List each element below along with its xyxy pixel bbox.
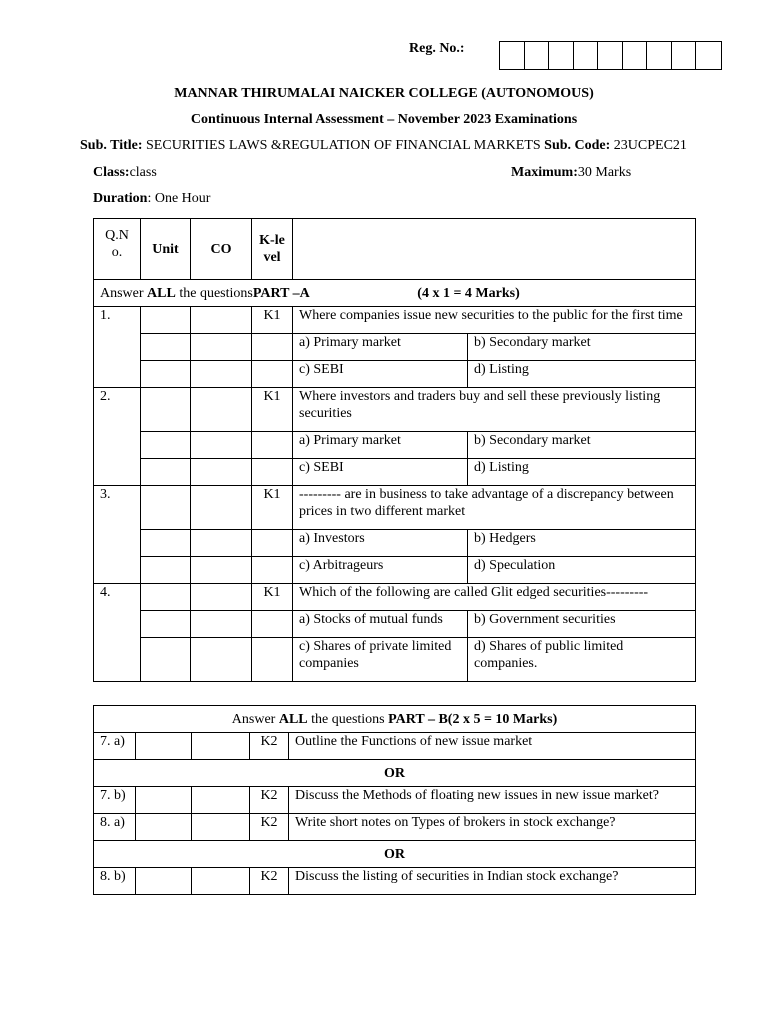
q1-no: 1.: [94, 307, 141, 388]
part-a-label: PART –A: [252, 285, 310, 301]
blank-cell: [191, 334, 252, 361]
blank-cell: [252, 557, 293, 584]
q4-option-b: b) Government securities: [468, 611, 696, 638]
blank-cell: [252, 530, 293, 557]
q1-option-b: b) Secondary market: [468, 334, 696, 361]
q2-option-b: b) Secondary market: [468, 432, 696, 459]
blank-cell: [191, 638, 252, 682]
q7b-no: 7. b): [94, 787, 136, 814]
blank-cell: [191, 459, 252, 486]
blank-cell: [141, 459, 191, 486]
part-b-table: [93, 705, 696, 895]
class-value: class: [129, 165, 157, 180]
blank-cell: [141, 638, 191, 682]
q3-option-c: c) Arbitrageurs: [293, 557, 468, 584]
instr-mid: the questions: [307, 711, 389, 727]
blank-cell: [252, 459, 293, 486]
reg-no-box: [525, 42, 550, 69]
q7b-klevel: K2: [250, 787, 289, 814]
q8b-co: [192, 868, 250, 895]
blank-cell: [252, 361, 293, 388]
blank-cell: [141, 361, 191, 388]
instr-mid: the questions: [175, 285, 253, 301]
q1-option-c: c) SEBI: [293, 361, 468, 388]
instr-pre: Answer: [100, 285, 148, 301]
q8a-no: 8. a): [94, 814, 136, 841]
blank-cell: [252, 638, 293, 682]
blank-cell: [141, 611, 191, 638]
reg-no-box: [696, 42, 721, 69]
q8a-klevel: K2: [250, 814, 289, 841]
q8a-text: Write short notes on Types of brokers in stock exchange?: [289, 814, 696, 841]
reg-no-box: [623, 42, 648, 69]
sub-code-label: Sub. Code:: [544, 138, 611, 153]
reg-no-box: [672, 42, 697, 69]
class-label: Class:: [93, 165, 130, 180]
blank-cell: [141, 432, 191, 459]
header-unit: Unit: [141, 219, 191, 280]
q7a-no: 7. a): [94, 733, 136, 760]
q1-co: [191, 307, 252, 334]
subject-line: [80, 138, 720, 154]
q4-no: 4.: [94, 584, 141, 682]
q1-klevel: K1: [252, 307, 293, 334]
q3-option-b: b) Hedgers: [468, 530, 696, 557]
blank-cell: [191, 530, 252, 557]
q4-option-d: d) Shares of public limited companies.: [468, 638, 696, 682]
blank-cell: [191, 361, 252, 388]
reg-no-boxes: [499, 41, 722, 70]
instr-all: ALL: [278, 711, 308, 727]
sub-title-label: Sub. Title:: [80, 138, 143, 153]
q4-co: [191, 584, 252, 611]
instr-pre: Answer: [231, 711, 279, 727]
q2-klevel: K1: [252, 388, 293, 432]
q4-text: Which of the following are called Glit edged securities---------: [293, 584, 696, 611]
or-divider: OR: [94, 760, 696, 787]
q3-option-a: a) Investors: [293, 530, 468, 557]
q2-no: 2.: [94, 388, 141, 486]
duration-value: : One Hour: [147, 191, 211, 206]
q3-co: [191, 486, 252, 530]
part-a-instruction: [94, 280, 696, 307]
q3-text: --------- are in business to take advantage of a discrepancy between prices in two different market: [293, 486, 696, 530]
q7a-text: Outline the Functions of new issue market: [289, 733, 696, 760]
q8b-text: Discuss the listing of securities in Indian stock exchange?: [289, 868, 696, 895]
reg-no-box: [500, 42, 525, 69]
q8a-co: [192, 814, 250, 841]
blank-cell: [191, 432, 252, 459]
q1-unit: [141, 307, 191, 334]
q1-option-a: a) Primary market: [293, 334, 468, 361]
q7b-unit: [136, 787, 192, 814]
instr-all: ALL: [147, 285, 176, 301]
part-b-label: PART – B(2 x 5 = 10 Marks): [388, 711, 558, 727]
reg-no-box: [647, 42, 672, 69]
header-klevel: K-level: [252, 219, 293, 280]
blank-cell: [191, 611, 252, 638]
sub-title: SECURITIES LAWS &REGULATION OF FINANCIAL MARKETS: [146, 138, 541, 153]
q1-text: Where companies issue new securities to the public for the first time: [293, 307, 696, 334]
q4-klevel: K1: [252, 584, 293, 611]
part-b-instruction: [94, 706, 696, 733]
header-blank: [293, 219, 696, 280]
duration-label: Duration: [93, 191, 148, 206]
maximum-label: Maximum:: [511, 165, 578, 180]
blank-cell: [191, 557, 252, 584]
q7b-co: [192, 787, 250, 814]
q1-option-d: d) Listing: [468, 361, 696, 388]
blank-cell: [141, 557, 191, 584]
q7a-klevel: K2: [250, 733, 289, 760]
maximum-line: [511, 165, 631, 181]
q3-klevel: K1: [252, 486, 293, 530]
blank-cell: [141, 530, 191, 557]
duration-line: [93, 191, 210, 207]
q7a-co: [192, 733, 250, 760]
reg-no-box: [574, 42, 599, 69]
blank-cell: [252, 432, 293, 459]
college-name: MANNAR THIRUMALAI NAICKER COLLEGE (AUTONOMOUS): [174, 86, 594, 101]
blank-cell: [252, 334, 293, 361]
q2-co: [191, 388, 252, 432]
q3-option-d: d) Speculation: [468, 557, 696, 584]
exam-title: Continuous Internal Assessment – November 2023 Examinations: [190, 112, 578, 127]
class-line: [93, 165, 157, 181]
reg-no-label: Reg. No.:: [409, 41, 465, 56]
q7a-unit: [136, 733, 192, 760]
blank-cell: [252, 611, 293, 638]
q2-unit: [141, 388, 191, 432]
q2-option-d: d) Listing: [468, 459, 696, 486]
q8b-unit: [136, 868, 192, 895]
part-a-marks: (4 x 1 = 4 Marks): [417, 285, 520, 301]
reg-no-box: [598, 42, 623, 69]
or-divider: OR: [94, 841, 696, 868]
q2-option-a: a) Primary market: [293, 432, 468, 459]
header-qno: Q.No.: [94, 219, 141, 280]
maximum-value: 30 Marks: [577, 165, 632, 180]
q3-unit: [141, 486, 191, 530]
q3-no: 3.: [94, 486, 141, 584]
blank-cell: [141, 334, 191, 361]
header-co: CO: [191, 219, 252, 280]
q2-text: Where investors and traders buy and sell these previously listing securities: [293, 388, 696, 432]
q4-option-a: a) Stocks of mutual funds: [293, 611, 468, 638]
q8b-no: 8. b): [94, 868, 136, 895]
q8a-unit: [136, 814, 192, 841]
q8b-klevel: K2: [250, 868, 289, 895]
part-a-table: [93, 218, 696, 682]
sub-code: 23UCPEC21: [613, 138, 687, 153]
q7b-text: Discuss the Methods of floating new issues in new issue market?: [289, 787, 696, 814]
q4-unit: [141, 584, 191, 611]
q4-option-c: c) Shares of private limited companies: [293, 638, 468, 682]
reg-no-box: [549, 42, 574, 69]
q2-option-c: c) SEBI: [293, 459, 468, 486]
